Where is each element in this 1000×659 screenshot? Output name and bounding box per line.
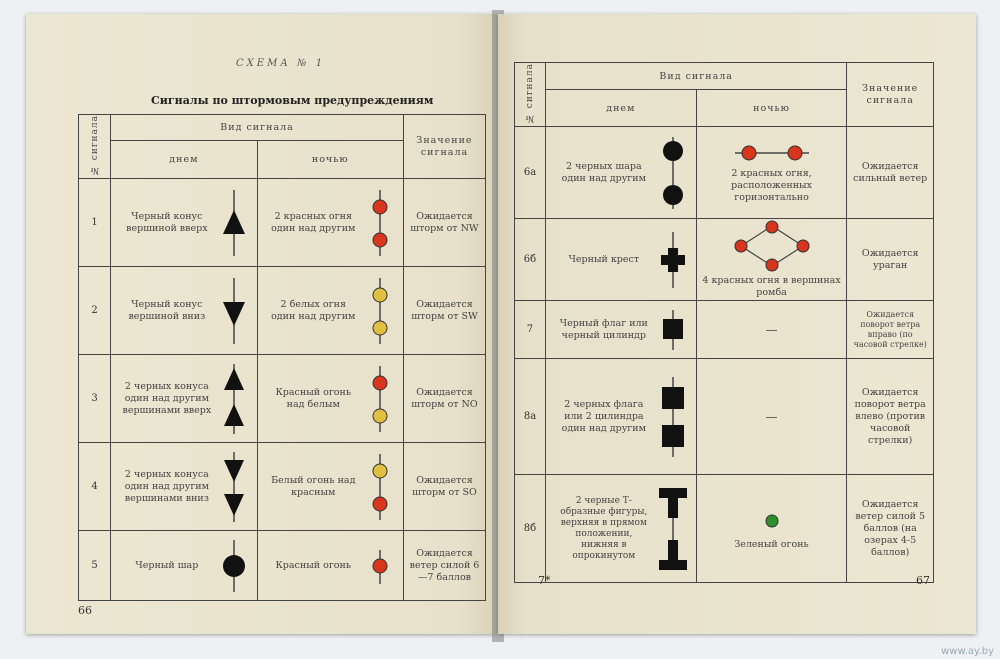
night-description: Зеленый огонь [734,539,809,551]
meaning: Ожидается поворот ветра вправо (по часовой стрелке) [847,301,934,359]
watermark: www.ay.by [941,646,994,657]
table-row [79,355,486,443]
col-kind-header: Вид сигнала [545,63,846,90]
book-spread [26,14,976,642]
day-description: Черный шар [135,559,199,571]
day-description: 2 черных флага или 2 цилиндра один над другим [561,398,646,434]
day-description: Черный конус вершиной вниз [128,298,206,322]
day-description: 2 черных конуса один над другим вершинами вверх [122,380,212,416]
night-description: Красный огонь над белым [275,386,352,410]
night-description: Красный огонь [275,559,352,571]
signal-number: 6б [515,219,546,301]
black-cross-icon [656,230,690,290]
left-page [26,14,496,634]
col-night-header: ночью [257,141,403,179]
night-description: 4 красных огня в вершинах ромба [702,275,841,299]
night-description: 2 красных огня один над другим [271,210,356,234]
col-kind-header: Вид сигнала [111,115,404,141]
day-description: 2 черных конуса один над другим вершинами вниз [124,468,210,504]
night-description: 2 белых огня один над другим [271,298,356,322]
night-description: Белый огонь над красным [271,474,356,498]
signal-number: 8а [515,359,546,475]
day-description: Черный крест [568,253,640,265]
meaning: Ожидается ураган [847,219,934,301]
signal-number: 7 [515,301,546,359]
table-row [79,267,486,355]
night-description: — [696,301,847,359]
meaning: Ожидается шторм от NW [403,179,485,267]
table-row [515,127,934,219]
right-page [498,14,976,634]
signature-mark: 7* [538,574,551,587]
signal-number: 5 [79,531,111,601]
page-number-right: 67 [916,574,930,587]
col-num-header: № сигнала [79,115,111,179]
col-num-header: № сигнала [515,63,546,127]
cone-up-icon [217,188,251,258]
day-description: Черный флаг или черный цилиндр [559,317,648,341]
meaning: Ожидается поворот ветра влево (против часовой стрелки) [847,359,934,475]
green-light-icon [762,506,782,539]
meaning: Ожидается шторм от SW [403,267,485,355]
table-row [515,219,934,301]
two-black-balls-icon [656,135,690,211]
two-black-flags-icon [656,375,690,459]
signal-number: 2 [79,267,111,355]
two-cones-up-icon [217,362,251,436]
col-night-header: ночью [696,90,847,127]
cone-down-icon [217,276,251,346]
day-description: 2 черных шара один над другим [561,160,646,184]
black-flag-icon [656,308,690,352]
page-number-left: 66 [78,604,92,617]
day-description: Черный конус вершиной вверх [126,210,208,234]
meaning: Ожидается сильный ветер [847,127,934,219]
black-ball-icon [217,538,251,594]
col-meaning-header: Значение сигнала [403,115,485,179]
signal-number: 4 [79,443,111,531]
two-white-lights-icon [363,276,397,346]
col-day-header: днем [545,90,696,127]
col-day-header: днем [111,141,257,179]
table-row [515,301,934,359]
meaning: Ожидается ветер силой 5 баллов (на озерах 4-5 баллов) [847,475,934,583]
signal-number: 1 [79,179,111,267]
scheme-title: СХЕМА № 1 [236,58,326,69]
table-row [515,359,934,475]
col-meaning-header: Значение сигнала [847,63,934,127]
horizontal-red-lights-icon [727,141,817,168]
t-shaped-figures-icon [656,484,690,574]
night-description: 2 красных огня, расположенных горизонтально [731,168,812,204]
page-heading: Сигналы по штормовым предупреждениям [151,94,434,107]
white-over-red-lights-icon [363,452,397,522]
meaning: Ожидается шторм от SO [403,443,485,531]
signals-table-left [78,114,486,601]
signal-number: 8б [515,475,546,583]
two-cones-down-icon [217,450,251,524]
meaning: Ожидается ветер силой 6—7 баллов [403,531,485,601]
rhombus-red-lights-icon [727,220,817,275]
signal-number: 3 [79,355,111,443]
day-description: 2 черные Т-образные фигуры, верхняя в прямом положении, нижняя в опрокинутом [560,495,648,561]
table-row [79,443,486,531]
table-row [515,475,934,583]
night-description: — [696,359,847,475]
two-red-lights-icon [363,188,397,258]
red-over-white-lights-icon [363,364,397,434]
signals-table-right [514,62,934,583]
meaning: Ожидается шторм от NO [403,355,485,443]
table-row [79,179,486,267]
red-light-icon [363,538,397,594]
signal-number: 6а [515,127,546,219]
table-row [79,531,486,601]
